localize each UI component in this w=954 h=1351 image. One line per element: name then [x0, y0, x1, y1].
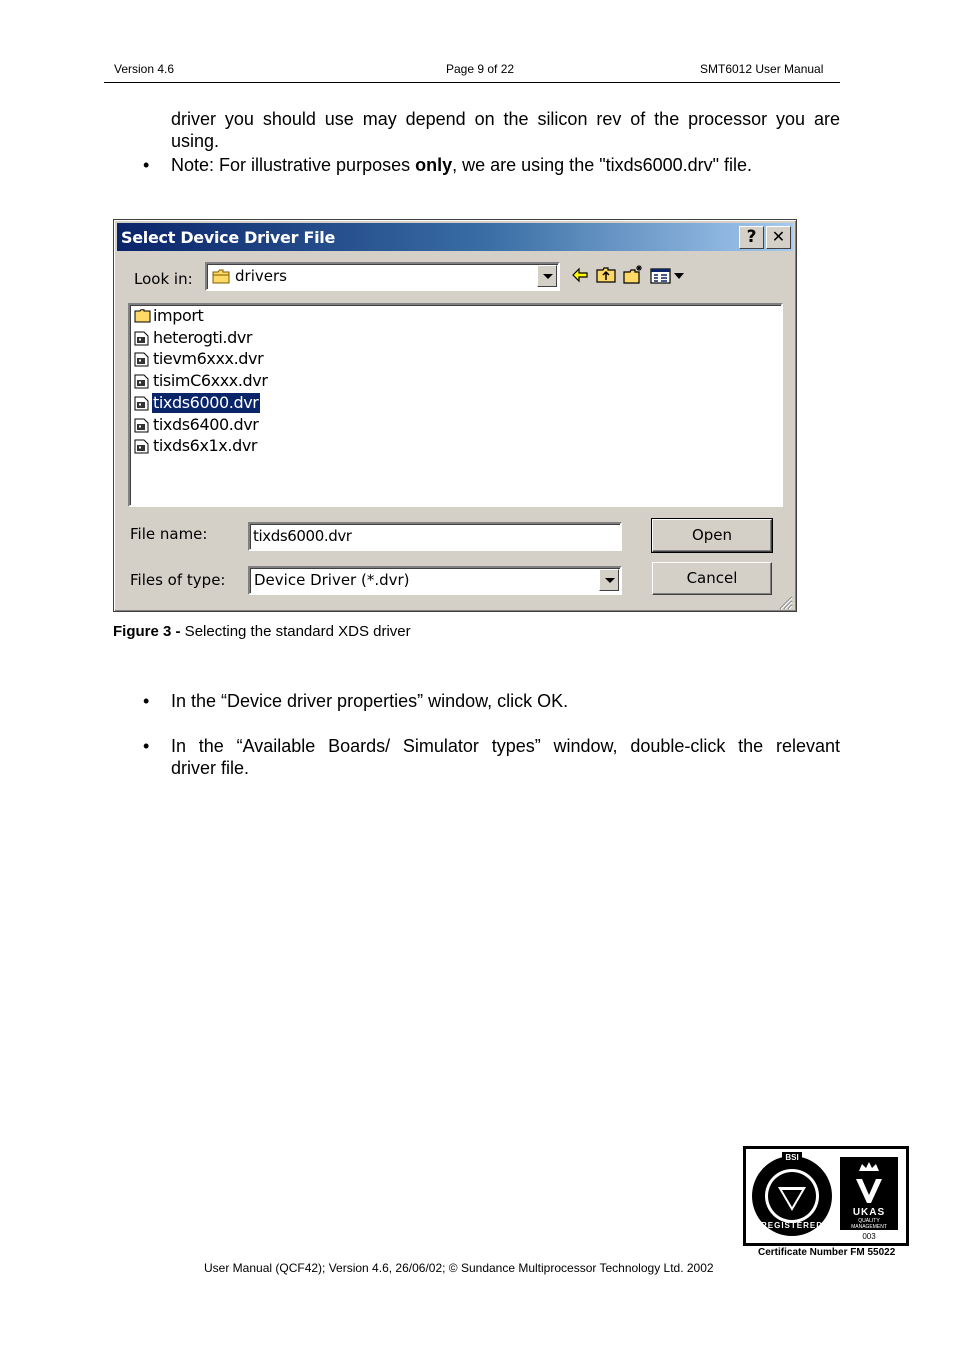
ukas-text: UKAS — [852, 1207, 886, 1218]
look-in-label: Look in: — [134, 270, 193, 288]
certificate-number: Certificate Number FM 55022 — [758, 1247, 896, 1258]
up-folder-icon[interactable] — [595, 264, 617, 286]
view-menu-icon[interactable] — [649, 264, 687, 286]
figure-caption-label: Figure 3 - — [113, 623, 181, 640]
ukas-management-text: MANAGEMENT — [851, 1224, 887, 1230]
file-name: import — [153, 306, 204, 325]
ukas-quality-text: QUALITY — [858, 1218, 880, 1224]
dialog-title: Select Device Driver File — [121, 228, 336, 247]
header-page-number: Page 9 of 22 — [446, 62, 515, 76]
file-list[interactable] — [128, 303, 783, 507]
file-name: tievm6xxx.dvr — [153, 349, 264, 369]
page-footer: User Manual (QCF42); Version 4.6, 26/06/02; © Sundance Multiprocessor Technology Ltd. 2002 — [204, 1261, 714, 1275]
header-document-title: SMT6012 User Manual — [700, 62, 824, 76]
look-in-dropdown[interactable] — [205, 262, 560, 291]
registered-text: REGISTERED — [760, 1221, 823, 1230]
folder-icon — [134, 309, 151, 323]
driver-file-icon — [134, 418, 149, 433]
file-type-dropdown-arrow[interactable] — [599, 569, 619, 591]
bullet-marker: • — [143, 155, 150, 175]
file-name: tixds6000.dvr — [153, 392, 259, 412]
cancel-button[interactable]: Cancel — [652, 562, 772, 595]
figure-caption-text: Selecting the standard XDS driver — [180, 623, 411, 640]
figure-caption — [113, 623, 411, 640]
note-prefix: Note: For illustrative purposes — [171, 155, 416, 175]
header-version: Version 4.6 — [114, 62, 175, 76]
bsi-text: BSI — [785, 1153, 799, 1162]
note-bold: only — [415, 155, 453, 175]
file-name: tixds6x1x.dvr — [153, 436, 258, 456]
select-device-driver-dialog — [113, 219, 797, 612]
driver-file-icon — [134, 396, 149, 411]
file-name-value: tixds6000.dvr — [253, 527, 352, 545]
new-folder-icon[interactable] — [622, 264, 644, 286]
header-rule — [104, 82, 840, 83]
bsi-ukas-logo — [743, 1146, 909, 1246]
help-icon: ? — [746, 227, 757, 247]
note-paragraph — [171, 154, 752, 176]
intro-line-2: using. — [171, 131, 220, 151]
intro-line-1: driver you should use may depend on the silicon rev of the processor you are — [171, 109, 840, 129]
file-type-label: Files of type: — [130, 571, 226, 589]
file-name: heterogti.dvr — [153, 327, 253, 347]
look-in-dropdown-arrow[interactable] — [537, 265, 557, 287]
bullet-marker: • — [143, 736, 150, 756]
file-type-value: Device Driver (*.dvr) — [254, 571, 410, 589]
close-button[interactable] — [766, 226, 791, 249]
file-name-input[interactable] — [248, 522, 622, 551]
bullet-device-properties: In the “Device driver properties” window, click OK. — [171, 691, 569, 711]
driver-file-icon — [134, 374, 149, 389]
file-name: tisimC6xxx.dvr — [153, 371, 268, 391]
ukas-number: 003 — [862, 1232, 876, 1241]
look-in-value: drivers — [235, 267, 287, 285]
bullet-available-boards-line-2: driver file. — [171, 758, 250, 778]
back-arrow-icon[interactable] — [569, 264, 591, 286]
file-name: tixds6400.dvr — [153, 414, 259, 434]
help-button[interactable] — [739, 226, 764, 249]
driver-file-icon — [134, 352, 149, 367]
resize-grip-icon[interactable] — [776, 593, 793, 610]
note-suffix: , we are using the "tixds6000.drv" file. — [452, 155, 753, 175]
bullet-marker: • — [143, 691, 150, 711]
open-button[interactable]: Open — [652, 519, 772, 552]
close-icon: ✕ — [771, 227, 786, 246]
dialog-title-bar — [117, 223, 793, 251]
driver-file-icon — [134, 331, 149, 346]
file-name-label: File name: — [130, 525, 208, 543]
bullet-available-boards-line-1: In the “Available Boards/ Simulator types” window, double-click the relevant — [171, 736, 840, 756]
file-type-dropdown[interactable] — [248, 566, 622, 595]
driver-file-icon — [134, 439, 149, 454]
folder-icon — [212, 269, 230, 284]
